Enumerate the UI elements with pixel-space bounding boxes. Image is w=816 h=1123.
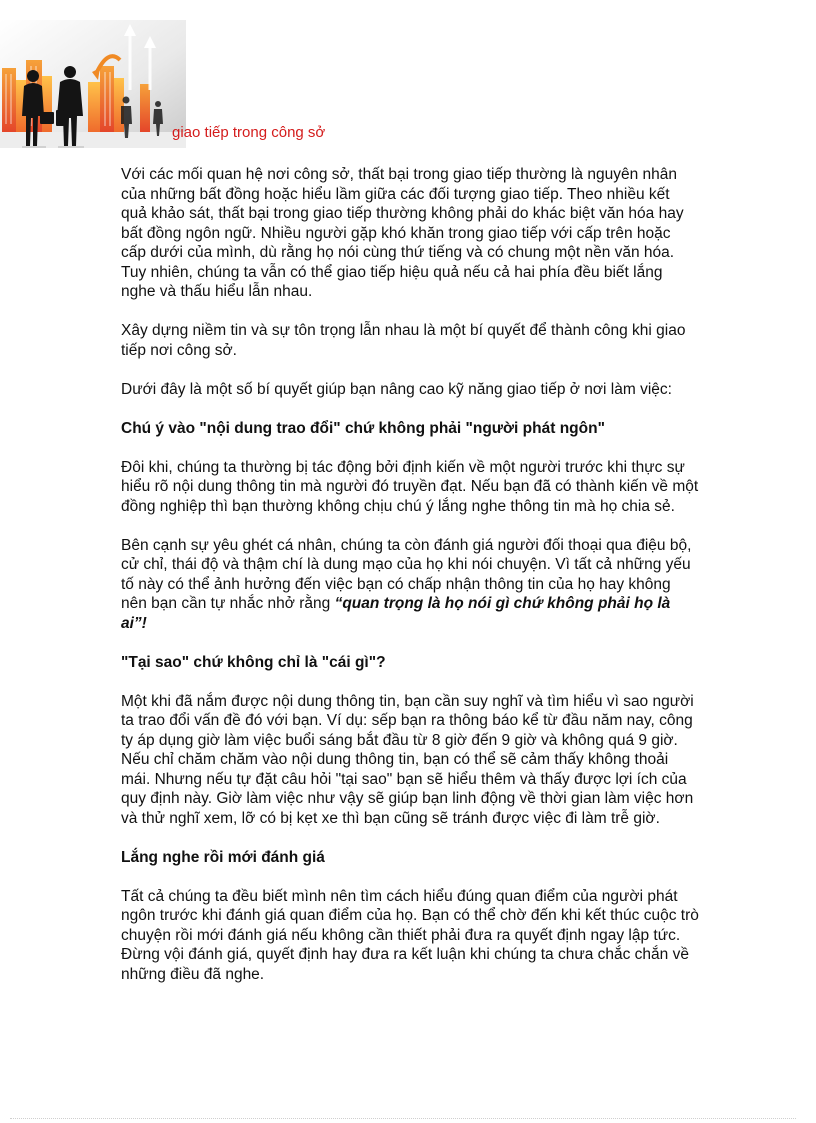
article-body [121,165,699,1004]
header-business-image [0,20,186,148]
paragraph-appearance-text: Bên cạnh sự yêu ghét cá nhân, chúng ta còn đánh giá người đối thoại qua điệu bộ, cử chỉ, thái độ và thậm chí là dung mạo của họ khi nói chuyện. Vì tất cả những yếu tố này có thể ảnh hưởng đến việc bạn có chấp nhận thông tin của họ hay không nên bạn cần tự nhắc nhở rằng [121,536,692,612]
page-title: giao tiếp trong công sở [172,124,326,141]
paragraph-tips-intro: Dưới đây là một số bí quyết giúp bạn nâng cao kỹ năng giao tiếp ở nơi làm việc: [121,380,672,398]
heading-listen-first: Lắng nghe rồi mới đánh giá [121,848,325,866]
paragraph-trust: Xây dựng niềm tin và sự tôn trọng lẫn nhau là một bí quyết để thành công khi giao tiếp nơi công sở. [121,322,686,359]
paragraph-why: Một khi đã nắm được nội dung thông tin, bạn cần suy nghĩ và tìm hiểu vì sao người ta trao đổi vấn đề đó với bạn. Ví dụ: sếp bạn ra thông báo kể từ đầu năm nay, công ty áp dụng giờ làm việc buổi sáng bắt đầu từ 8 giờ đến 9 giờ và không quá 9 giờ. Nếu chỉ chăm chăm vào nội dung thông tin, bạn có thể sẽ cảm thấy không thoải mái. Nhưng nếu tự đặt câu hỏi "tại sao" bạn sẽ hiểu thêm và thấy được lợi ích của quy định này. Giờ làm việc như vậy sẽ giúp bạn linh động về thời gian làm việc hơn và thử nghĩ xem, lỡ có bị kẹt xe thì bạn cũng sẽ tránh được việc đi làm trễ giờ. [121,692,694,827]
page-bottom-divider [10,1118,796,1119]
paragraph-listen: Tất cả chúng ta đều biết mình nên tìm cách hiểu đúng quan điểm của người phát ngôn trước khi đánh giá quan điểm của họ. Bạn có thể chờ đến khi kết thúc cuộc trò chuyện rồi mới đánh giá nếu không cần thiết phải đưa ra quyết định ngay lập tức. Đừng vội đánh giá, quyết định hay đưa ra kết luận khi chúng ta chưa chắc chắn về những điều đã nghe. [121,887,699,983]
paragraph-intro: Với các mối quan hệ nơi công sở, thất bại trong giao tiếp thường là nguyên nhân của những bất đồng hoặc hiểu lầm giữa các đối tượng giao tiếp. Theo nhiều kết quả khảo sát, thất bại trong giao tiếp thường không phải do khác biệt văn hóa hay bất đồng ngôn ngữ. Nhiều người gặp khó khăn trong giao tiếp với cấp trên hoặc cấp dưới của mình, dù rằng họ nói cùng thứ tiếng và có chung một nền văn hóa. Tuy nhiên, chúng ta vẫn có thể giao tiếp hiệu quả nếu cả hai phía đều biết lắng nghe và thấu hiểu lẫn nhau. [121,166,684,300]
paragraph-prejudice: Đôi khi, chúng ta thường bị tác động bởi định kiến về một người trước khi thực sự hiểu rõ nội dung thông tin mà người đó truyền đạt. Nếu bạn đã có thành kiến về một đồng nghiệp thì bạn thường không chịu chú ý lắng nghe thông tin mà họ chia sẻ. [121,458,699,515]
heading-why-not-what: "Tại sao" chứ không chỉ là "cái gì"? [121,653,386,671]
heading-focus-content: Chú ý vào "nội dung trao đổi" chứ không phải "người phát ngôn" [121,419,605,437]
business-people-silhouette-icon [0,20,186,148]
highlighted-quote: “quan trọng là họ nói gì chứ không phải họ là ai”! [121,595,671,632]
paragraph-appearance [121,536,699,634]
